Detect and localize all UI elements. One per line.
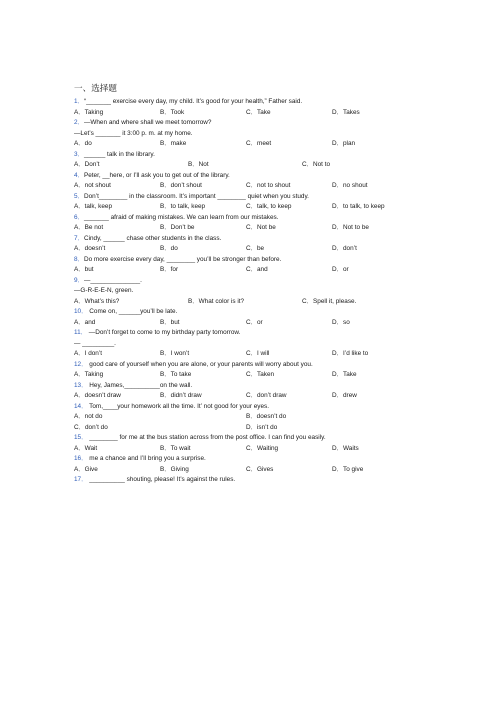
answer-option[interactable]: B．Took [160, 108, 185, 116]
question-text: Come on, ______you’ll be late. [87, 308, 178, 315]
answer-option[interactable]: D．isn’t do [246, 423, 278, 431]
answer-option[interactable]: D．Takes [332, 108, 360, 116]
section-title: 一、选择题 [74, 83, 117, 93]
question-text: Hey, James,__________on the wall. [87, 381, 193, 389]
question-number: 4． [74, 171, 84, 179]
options-row [74, 265, 414, 276]
answer-option[interactable]: B．do [160, 245, 178, 252]
question-stem [74, 433, 414, 444]
question-number: 13． [74, 381, 88, 389]
question-text: me a chance and I’ll bring you a surprise. [87, 455, 206, 462]
question-stem [74, 454, 414, 465]
question-stem [74, 255, 414, 266]
options-row [74, 444, 414, 455]
answer-option[interactable]: D．To give [332, 465, 364, 473]
question-number: 11． [74, 329, 88, 336]
question-stem [74, 381, 414, 392]
question-number: 14． [74, 402, 88, 410]
answer-option[interactable]: A．What’s this? [74, 297, 120, 305]
answer-option[interactable]: B．don’t shout [160, 182, 202, 189]
question-text: Peter, __here, or I’ll ask you to get out of the library. [83, 171, 230, 179]
question-number: 15． [74, 434, 88, 441]
answer-option[interactable]: C．Waiting [246, 444, 279, 452]
answer-option[interactable]: B．didn’t draw [160, 392, 202, 399]
options-row [74, 139, 414, 150]
question-stem [74, 307, 414, 318]
question-text: Cindy, ______ chase other students in the class. [83, 234, 222, 242]
answer-option[interactable]: C．I will [246, 350, 270, 357]
answer-option[interactable]: B．To take [160, 371, 192, 378]
question-stem [74, 234, 414, 245]
worksheet [74, 83, 414, 486]
options-row [74, 223, 414, 234]
answer-option[interactable]: B．but [160, 318, 180, 326]
question-number: 7． [74, 234, 84, 242]
answer-option[interactable]: D．I’d like to [332, 350, 369, 357]
answer-option[interactable]: B．Not [188, 161, 209, 168]
answer-option[interactable]: A．Don’t [74, 161, 100, 168]
question-stem [74, 213, 414, 224]
question-dialogue-line: —G-R-E-E-N, green. [74, 287, 134, 294]
answer-option[interactable]: C．Spell it, please. [302, 297, 357, 305]
answer-option[interactable]: C．Take [246, 108, 271, 116]
answer-option[interactable]: D．to talk, to keep [332, 203, 385, 210]
question-list [74, 97, 414, 486]
answer-option[interactable]: A．not do [74, 413, 103, 420]
answer-option[interactable]: A．Taking [74, 371, 104, 378]
options-row [74, 423, 414, 434]
options-row [74, 465, 414, 476]
answer-option[interactable]: C．Not to [302, 161, 331, 168]
answer-option[interactable]: D．so [332, 318, 350, 326]
question-dialogue-line: —Let’s _______ it 3:00 p. m. at my home. [74, 129, 193, 137]
options-row [74, 349, 414, 360]
question-number: 2． [74, 119, 84, 126]
answer-option[interactable]: C．be [246, 245, 265, 252]
question-text: ________ for me at the bus station across from the post office. I can find you easily. [87, 434, 326, 441]
question-text: good care of yourself when you are alone, or your parents will worry about you. [87, 360, 313, 368]
question-text: —When and where shall we meet tomorrow? [83, 119, 212, 126]
answer-option[interactable]: A．doesn’t draw [74, 392, 121, 399]
answer-option[interactable]: B．What color is it? [188, 297, 245, 305]
answer-option[interactable]: D．Not to be [332, 224, 369, 231]
question-stem [74, 360, 414, 371]
answer-option[interactable]: C．meet [246, 140, 272, 147]
answer-option[interactable]: A．I don’t [74, 350, 103, 357]
answer-option[interactable]: A．doesn’t [74, 245, 106, 252]
answer-option[interactable]: C．or [246, 318, 263, 326]
answer-option[interactable]: A．Taking [74, 108, 104, 116]
answer-option[interactable]: B．make [160, 140, 187, 147]
options-row [74, 297, 414, 308]
question-number: 3． [74, 150, 84, 158]
question-stem [74, 150, 414, 161]
question-number: 5． [74, 192, 84, 200]
options-row [74, 202, 414, 213]
question-stem [74, 97, 414, 108]
options-row [74, 412, 414, 423]
answer-option[interactable]: D．or [332, 266, 349, 273]
question-number: 10． [74, 308, 88, 315]
answer-option[interactable]: C．talk, to keep [246, 203, 292, 210]
answer-option[interactable]: A．and [74, 318, 96, 326]
answer-option[interactable]: A．Give [74, 465, 98, 473]
question-text: “_______ exercise every day, my child. It’s good for your health,” Father said. [83, 98, 303, 105]
answer-option[interactable]: B．doesn’t do [246, 413, 287, 420]
question-text: —______________. [83, 276, 142, 284]
answer-option[interactable]: A．Be not [74, 224, 104, 231]
options-row [74, 370, 414, 381]
answer-option[interactable]: D．drew [332, 392, 357, 399]
answer-option[interactable]: D．plan [332, 140, 356, 147]
answer-option[interactable]: D．don’t [332, 245, 357, 252]
answer-option[interactable]: C．don’t draw [246, 392, 287, 399]
question-number: 8． [74, 255, 84, 263]
question-number: 1． [74, 98, 84, 105]
question-stem [74, 192, 414, 203]
answer-option[interactable]: C．and [246, 266, 268, 273]
answer-option[interactable]: B．To wait [160, 444, 191, 452]
question-stem [74, 328, 414, 339]
question-stem [74, 276, 414, 287]
question-text: ______ talk in the library. [83, 150, 155, 158]
question-number: 12． [74, 360, 88, 368]
question-stem [74, 118, 414, 129]
options-row [74, 244, 414, 255]
question-stem [74, 475, 414, 486]
options-row [74, 181, 414, 192]
answer-option[interactable]: A．but [74, 266, 94, 273]
answer-option[interactable]: B．to talk, keep [160, 203, 206, 210]
question-number: 6． [74, 213, 84, 221]
answer-option[interactable]: A．do [74, 140, 92, 147]
question-dialogue-line: — _________. [74, 339, 116, 347]
answer-option[interactable]: C．don’t do [74, 423, 108, 431]
options-row [74, 391, 414, 402]
answer-option[interactable]: A．not shout [74, 182, 111, 189]
answer-option[interactable]: D．Waits [332, 444, 359, 452]
answer-option[interactable]: C．Not be [246, 224, 276, 231]
answer-option[interactable]: B．Giving [160, 465, 189, 473]
question-text: __________ shouting, please! It’s against the rules. [87, 476, 236, 483]
answer-option[interactable]: B．Don’t be [160, 224, 195, 231]
question-stem [74, 171, 414, 182]
answer-option[interactable]: C．Taken [246, 371, 275, 378]
answer-option[interactable]: C．Gives [246, 465, 274, 473]
question-number: 9． [74, 276, 84, 284]
options-row [74, 318, 414, 329]
question-number: 16． [74, 455, 88, 462]
answer-option[interactable]: D．no shout [332, 182, 368, 189]
question-text: Tom,____your homework all the time. It’ not good for your eyes. [87, 402, 270, 410]
question-number: 17． [74, 476, 88, 483]
question-text: —Don’t forget to come to my birthday party tomorrow. [87, 329, 241, 336]
answer-option[interactable]: A．Wait [74, 444, 98, 452]
question-text: Do more exercise every day, ________ you’ll be stronger than before. [83, 255, 282, 263]
answer-option[interactable]: B．I won’t [160, 350, 190, 357]
answer-option[interactable]: A．talk, keep [74, 203, 113, 210]
answer-option[interactable]: D．Take [332, 371, 357, 378]
options-row [74, 108, 414, 119]
question-stem [74, 402, 414, 413]
answer-option[interactable]: C．not to shout [246, 182, 291, 189]
question-text: _______ afraid of making mistakes. We can learn from our mistakes. [83, 213, 279, 221]
question-text: Don’t________ in the classroom. It’s important ________ quiet when you study. [83, 192, 309, 200]
options-row [74, 160, 414, 171]
answer-option[interactable]: B．for [160, 266, 179, 273]
